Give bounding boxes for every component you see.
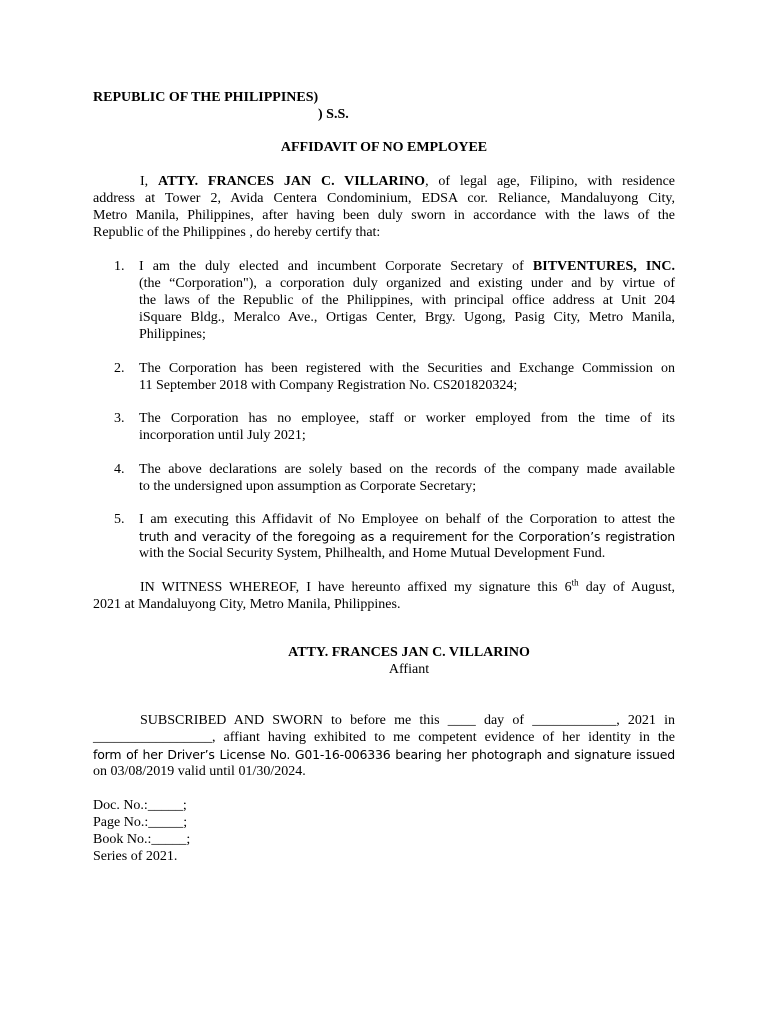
item-3-line-2: incorporation until July 2021;: [139, 428, 306, 443]
item-1-text: I am the duly elected and incumbent Corporate Secretary of: [139, 259, 524, 274]
document-title: AFFIDAVIT OF NO EMPLOYEE: [280, 140, 488, 155]
doc-number: Doc. No.:_____;: [93, 798, 187, 813]
witness-text-end: day of August,: [578, 580, 675, 595]
jurat-line-2: _________________, affiant having exhibited to me competent evidence of her identity in the: [93, 730, 675, 745]
item-5-line-1: I am executing this Affidavit of No Employee on behalf of the Corporation to attest the: [139, 512, 675, 527]
item-1-line-5: Philippines;: [139, 327, 206, 342]
item-5-number: 5.: [114, 512, 125, 527]
witness-text: IN WITNESS WHEREOF, I have hereunto affixed my signature this 6: [140, 580, 572, 595]
affiant-role: Affiant: [388, 662, 430, 677]
item-2-line-1: The Corporation has been registered with the Securities and Exchange Commission on: [139, 361, 675, 376]
intro-line-4: Republic of the Philippines , do hereby certify that:: [93, 225, 381, 240]
item-5-line-3: with the Social Security System, Philhealth, and Home Mutual Development Fund.: [139, 546, 606, 561]
item-1-line-4: iSquare Bldg., Meralco Ave., Ortigas Center, Brgy. Ugong, Pasig City, Metro Manila,: [139, 310, 675, 325]
item-2-line-2: 11 September 2018 with Company Registration No. CS201820324;: [139, 378, 518, 393]
intro-affiant-name: ATTY. FRANCES JAN C. VILLARINO: [158, 174, 426, 189]
item-4-line-1: The above declarations are solely based on the records of the company made available: [139, 462, 675, 477]
intro-lead: I,: [140, 174, 149, 189]
item-3-line-1: The Corporation has no employee, staff or worker employed from the time of its: [139, 411, 675, 426]
affiant-name: ATTY. FRANCES JAN C. VILLARINO: [288, 645, 530, 660]
venue-line-1: REPUBLIC OF THE PHILIPPINES): [93, 90, 319, 105]
intro-line-1-rest: , of legal age, Filipino, with residence: [425, 174, 676, 189]
witness-line-2: 2021 at Mandaluyong City, Metro Manila, Philippines.: [93, 597, 401, 612]
book-number: Book No.:_____;: [93, 832, 191, 847]
jurat-line-4: on 03/08/2019 valid until 01/30/2024.: [93, 764, 306, 779]
item-1-line-1: [139, 258, 675, 275]
item-3-number: 3.: [114, 411, 125, 426]
intro-line-3: Metro Manila, Philippines, after having been duly sworn in accordance with the laws of the: [93, 208, 675, 223]
item-4-number: 4.: [114, 462, 125, 477]
item-1-number: 1.: [114, 259, 125, 274]
day-ordinal-suffix: th: [571, 577, 579, 588]
jurat-line-1: SUBSCRIBED AND SWORN to before me this ____ day of ____________, 2021 in: [140, 713, 675, 728]
venue-line-2: ) S.S.: [318, 107, 349, 122]
intro-line-1: [140, 173, 675, 190]
item-1-line-3: the laws of the Republic of the Philippines, with principal office address at Unit 204: [139, 293, 675, 308]
corporation-name: BITVENTURES, INC.: [532, 259, 676, 274]
witness-line-1: [140, 579, 675, 596]
intro-line-2: address at Tower 2, Avida Centera Condominium, EDSA cor. Reliance, Mandaluyong City,: [93, 191, 675, 206]
jurat-line-3: form of her Driver’s License No. G01-16-006336 bearing her photograph and signature issued: [93, 747, 675, 762]
item-1-line-2: (the “Corporation"), a corporation duly organized and existing under and by virtue of: [139, 276, 675, 291]
series-year: Series of 2021.: [93, 849, 178, 864]
page-number: Page No.:_____;: [93, 815, 188, 830]
item-2-number: 2.: [114, 361, 125, 376]
item-5-line-2: truth and veracity of the foregoing as a requirement for the Corporation’s registration: [139, 529, 675, 544]
item-4-line-2: to the undersigned upon assumption as Corporate Secretary;: [139, 479, 477, 494]
